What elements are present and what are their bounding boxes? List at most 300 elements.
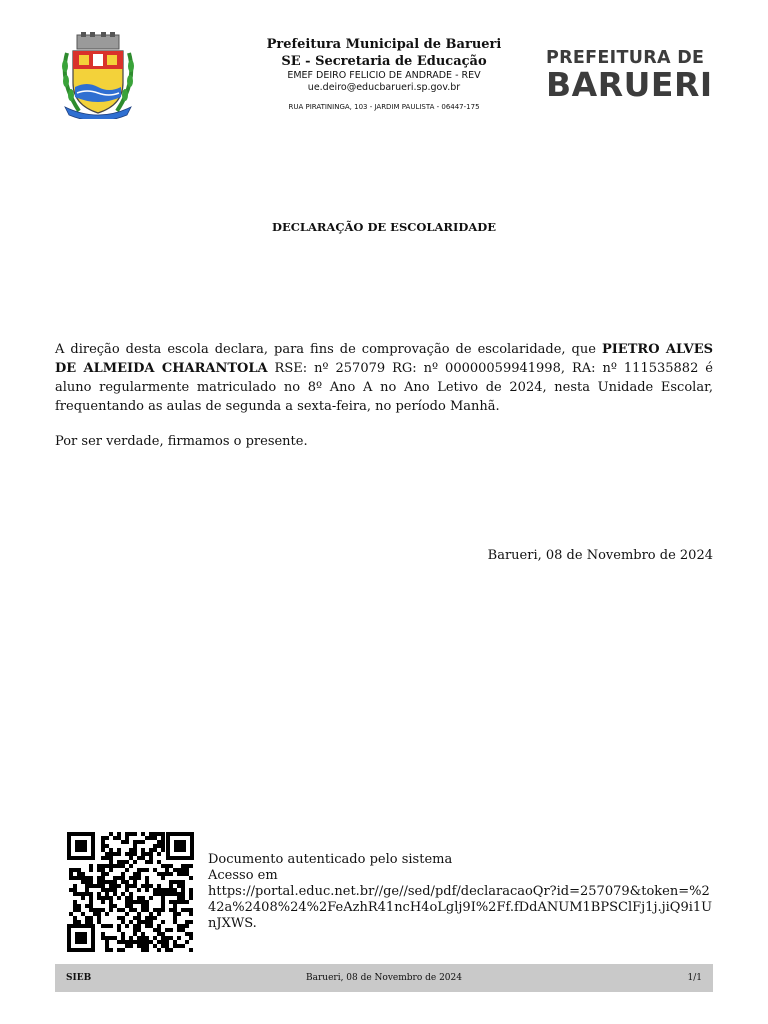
qr-module [89, 896, 93, 900]
header-email: ue.deiro@educbarueri.sp.gov.br [307, 82, 461, 93]
qr-module [73, 868, 77, 872]
qr-module [189, 888, 193, 892]
qr-module [105, 912, 109, 916]
qr-module [141, 940, 145, 944]
qr-module [117, 836, 121, 840]
qr-module [101, 936, 105, 940]
qr-module [173, 900, 177, 904]
qr-module [189, 876, 193, 880]
qr-module [169, 908, 173, 912]
qr-module [97, 920, 101, 924]
qr-module [101, 884, 105, 888]
qr-module [169, 936, 173, 940]
logo-line-2: BARUERI [546, 65, 713, 104]
qr-module [173, 912, 177, 916]
qr-module [165, 948, 169, 952]
qr-module [137, 876, 141, 880]
qr-module [113, 904, 117, 908]
qr-module [117, 916, 121, 920]
qr-module [109, 868, 113, 872]
qr-module [165, 872, 169, 876]
qr-module [153, 844, 157, 848]
qr-module [121, 932, 125, 936]
header-subtitle: SE - Secretaria de Educação [281, 54, 487, 69]
qr-module [137, 944, 141, 948]
qr-module [177, 936, 181, 940]
qr-module [77, 872, 81, 876]
qr-module [73, 904, 77, 908]
qr-module [161, 836, 165, 840]
declaration-details: RSE: nº 257079 RG: nº 00000059941998, RA: nº 111535882 é aluno regularmente matriculado no 8º Ano A no Ano Letivo de 2024, nesta Unidade Escolar, frequentando as aulas de segunda a sexta-feira, no período Manhã. [55, 361, 713, 414]
qr-module [157, 924, 161, 928]
qr-module [77, 904, 81, 908]
qr-module [173, 904, 177, 908]
qr-module [109, 900, 113, 904]
qr-module [77, 876, 81, 880]
qr-module [141, 896, 145, 900]
qr-module [101, 836, 105, 840]
closing-text: Por ser verdade, firmamos o presente. [55, 434, 308, 449]
qr-module [133, 852, 137, 856]
qr-module [185, 872, 189, 876]
qr-module [105, 888, 109, 892]
qr-module [173, 868, 177, 872]
qr-module [97, 868, 101, 872]
qr-module [117, 884, 121, 888]
qr-module [153, 836, 157, 840]
qr-module [113, 852, 117, 856]
qr-module [129, 848, 133, 852]
qr-module [105, 892, 109, 896]
qr-module [133, 880, 137, 884]
qr-module [137, 896, 141, 900]
qr-module [161, 896, 165, 900]
qr-module [97, 908, 101, 912]
qr-module [181, 880, 185, 884]
qr-module [81, 880, 85, 884]
qr-module [185, 900, 189, 904]
qr-module [161, 932, 165, 936]
qr-module [137, 856, 141, 860]
qr-module [89, 904, 93, 908]
qr-module [121, 892, 125, 896]
qr-module [157, 832, 161, 836]
qr-module [129, 900, 133, 904]
qr-module [89, 864, 93, 868]
footer-page: 1/1 [687, 973, 702, 983]
qr-module [145, 936, 149, 940]
qr-module [189, 932, 193, 936]
qr-module [101, 896, 105, 900]
qr-module [173, 916, 177, 920]
qr-module [105, 856, 109, 860]
qr-module [117, 848, 121, 852]
qr-module [137, 916, 141, 920]
qr-module [89, 880, 93, 884]
qr-module [97, 896, 101, 900]
qr-module [137, 936, 141, 940]
qr-module [93, 912, 97, 916]
qr-module [69, 868, 73, 872]
qr-module [161, 848, 165, 852]
qr-module [133, 848, 137, 852]
qr-module [101, 844, 105, 848]
qr-module [157, 844, 161, 848]
qr-module [125, 884, 129, 888]
qr-code-icon [67, 832, 194, 952]
qr-module [121, 948, 125, 952]
qr-module [189, 896, 193, 900]
qr-module [181, 896, 185, 900]
qr-module [133, 876, 137, 880]
qr-module [145, 852, 149, 856]
qr-module [125, 880, 129, 884]
qr-module [165, 868, 169, 872]
qr-module [73, 900, 77, 904]
footer-date: Barueri, 08 de Novembro de 2024 [305, 973, 462, 983]
qr-module [177, 884, 181, 888]
auth-url[interactable]: https://portal.educ.net.br//ge//sed/pdf/declaracaoQr?id=257079&token=%242a%2408%24%2FeAzhR41ncH4oLglj9I%2Ff.fDdANUM1BPSClFj1j.jiQ9i1UnJXWS. [208, 884, 713, 931]
qr-module [173, 940, 177, 944]
qr-module [133, 932, 137, 936]
qr-module [125, 868, 129, 872]
qr-module [181, 944, 185, 948]
qr-module [133, 844, 137, 848]
qr-module [165, 936, 169, 940]
qr-module [185, 932, 189, 936]
qr-module [161, 900, 165, 904]
qr-module [101, 900, 105, 904]
qr-module [133, 916, 137, 920]
qr-module [169, 892, 173, 896]
qr-module [137, 940, 141, 944]
qr-module [125, 900, 129, 904]
qr-module [101, 876, 105, 880]
qr-module [181, 924, 185, 928]
student-name: PIETRO ALVES DE ALMEIDA CHARANTOLA [55, 342, 713, 376]
qr-module [145, 916, 149, 920]
qr-module [185, 924, 189, 928]
qr-module [125, 852, 129, 856]
qr-module [117, 948, 121, 952]
qr-module [89, 868, 93, 872]
qr-module [157, 912, 161, 916]
qr-module [149, 920, 153, 924]
qr-module [89, 908, 93, 912]
qr-module [137, 868, 141, 872]
qr-module [145, 876, 149, 880]
qr-module [141, 832, 145, 836]
qr-module [185, 908, 189, 912]
qr-module [105, 864, 109, 868]
qr-module [133, 900, 137, 904]
qr-module [185, 864, 189, 868]
qr-module [141, 920, 145, 924]
qr-module [133, 928, 137, 932]
qr-module [161, 908, 165, 912]
qr-module [169, 884, 173, 888]
qr-module [145, 908, 149, 912]
qr-module [85, 884, 89, 888]
qr-module [97, 916, 101, 920]
qr-module [141, 908, 145, 912]
qr-module [117, 876, 121, 880]
qr-module [149, 940, 153, 944]
qr-module [85, 880, 89, 884]
qr-module [157, 948, 161, 952]
qr-module [105, 948, 109, 952]
qr-module [121, 840, 125, 844]
qr-module [101, 840, 105, 844]
qr-module [189, 908, 193, 912]
qr-module [189, 912, 193, 916]
qr-module [125, 924, 129, 928]
qr-module [129, 892, 133, 896]
qr-module [181, 892, 185, 896]
qr-module [149, 916, 153, 920]
qr-module [121, 936, 125, 940]
qr-module [137, 900, 141, 904]
qr-module [141, 944, 145, 948]
qr-module [141, 848, 145, 852]
qr-module [157, 908, 161, 912]
qr-module [73, 884, 77, 888]
qr-module [105, 836, 109, 840]
qr-module [117, 864, 121, 868]
qr-module [125, 888, 129, 892]
qr-module [145, 868, 149, 872]
qr-module [145, 884, 149, 888]
qr-module [169, 948, 173, 952]
qr-module [165, 892, 169, 896]
qr-module [161, 872, 165, 876]
qr-module [105, 940, 109, 944]
qr-module [121, 880, 125, 884]
qr-module [189, 892, 193, 896]
qr-module [109, 884, 113, 888]
qr-module [173, 892, 177, 896]
qr-module [149, 852, 153, 856]
qr-module [73, 892, 77, 896]
qr-module [141, 948, 145, 952]
qr-module [129, 944, 133, 948]
qr-module [165, 888, 169, 892]
qr-module [161, 936, 165, 940]
qr-module [117, 832, 121, 836]
qr-module [113, 888, 117, 892]
qr-module [181, 928, 185, 932]
qr-module [121, 872, 125, 876]
qr-module [129, 876, 133, 880]
qr-module [101, 856, 105, 860]
qr-module [169, 928, 173, 932]
qr-module [153, 916, 157, 920]
qr-module [137, 924, 141, 928]
qr-module [69, 888, 73, 892]
qr-module [145, 924, 149, 928]
qr-module [141, 932, 145, 936]
qr-module [113, 884, 117, 888]
qr-module [113, 836, 117, 840]
qr-module [117, 896, 121, 900]
qr-module [141, 936, 145, 940]
place-date: Barueri, 08 de Novembro de 2024 [487, 548, 713, 563]
qr-module [137, 872, 141, 876]
municipal-coat-of-arms-icon [57, 31, 139, 119]
qr-module [101, 872, 105, 876]
qr-module [169, 888, 173, 892]
qr-module [173, 908, 177, 912]
qr-module [81, 892, 85, 896]
qr-module [81, 872, 85, 876]
qr-module [117, 860, 121, 864]
qr-module [153, 928, 157, 932]
qr-module [169, 872, 173, 876]
qr-module [161, 840, 165, 844]
footer-bar [55, 964, 713, 992]
qr-module [141, 904, 145, 908]
qr-module [117, 928, 121, 932]
qr-module [121, 920, 125, 924]
qr-module [117, 852, 121, 856]
qr-module [153, 936, 157, 940]
qr-module [109, 880, 113, 884]
qr-module [173, 920, 177, 924]
qr-module [149, 836, 153, 840]
qr-module [113, 876, 117, 880]
qr-module [181, 868, 185, 872]
qr-module [105, 896, 109, 900]
qr-module [97, 884, 101, 888]
qr-module [77, 920, 81, 924]
qr-module [153, 868, 157, 872]
prefeitura-logo [546, 48, 714, 102]
qr-module [141, 856, 145, 860]
qr-module [89, 876, 93, 880]
qr-module [181, 900, 185, 904]
qr-module [73, 916, 77, 920]
qr-module [157, 940, 161, 944]
qr-module [73, 876, 77, 880]
qr-module [121, 916, 125, 920]
qr-module [145, 900, 149, 904]
qr-module [157, 928, 161, 932]
declaration-intro: A direção desta escola declara, para fins de comprovação de escolaridade, que [55, 342, 602, 357]
qr-module [109, 856, 113, 860]
qr-module [85, 916, 89, 920]
qr-module [113, 892, 117, 896]
qr-module [177, 928, 181, 932]
qr-module [109, 896, 113, 900]
qr-module [181, 884, 185, 888]
qr-module [97, 912, 101, 916]
qr-module [89, 900, 93, 904]
qr-module [125, 840, 129, 844]
document-title: DECLARAÇÃO DE ESCOLARIDADE [271, 220, 497, 234]
qr-module [105, 924, 109, 928]
qr-module [189, 864, 193, 868]
qr-module [105, 880, 109, 884]
qr-module [137, 840, 141, 844]
qr-module [133, 840, 137, 844]
qr-module [93, 884, 97, 888]
qr-module [137, 912, 141, 916]
qr-module [185, 940, 189, 944]
qr-module [129, 884, 133, 888]
qr-module [81, 896, 85, 900]
qr-module [129, 852, 133, 856]
qr-module [149, 832, 153, 836]
qr-module [81, 912, 85, 916]
qr-module [109, 860, 113, 864]
qr-module [145, 904, 149, 908]
qr-module [177, 912, 181, 916]
qr-module [181, 872, 185, 876]
qr-module [145, 888, 149, 892]
qr-module [153, 832, 157, 836]
qr-module [137, 888, 141, 892]
auth-line-2: Acesso em [208, 868, 278, 883]
qr-module [161, 892, 165, 896]
qr-module [125, 832, 129, 836]
qr-module [161, 844, 165, 848]
qr-module [85, 888, 89, 892]
qr-module [149, 896, 153, 900]
qr-module [149, 860, 153, 864]
qr-module [113, 936, 117, 940]
qr-module [177, 868, 181, 872]
qr-module [101, 880, 105, 884]
declaration-paragraph [55, 340, 713, 416]
qr-module [161, 864, 165, 868]
qr-module [129, 896, 133, 900]
qr-module [89, 916, 93, 920]
qr-module [137, 920, 141, 924]
qr-module [125, 904, 129, 908]
qr-module [145, 880, 149, 884]
qr-module [157, 932, 161, 936]
qr-module [93, 908, 97, 912]
qr-module [153, 888, 157, 892]
qr-module [141, 884, 145, 888]
qr-module [157, 892, 161, 896]
qr-module [85, 904, 89, 908]
qr-module [173, 880, 177, 884]
qr-module [129, 832, 133, 836]
qr-module [133, 908, 137, 912]
qr-module [121, 940, 125, 944]
qr-module [161, 888, 165, 892]
document-body [55, 340, 713, 467]
header-address: RUA PIRATININGA, 103 - JARDIM PAULISTA - 06447-175 [288, 103, 480, 111]
qr-module [177, 900, 181, 904]
qr-module [153, 848, 157, 852]
qr-module [89, 884, 93, 888]
qr-module [185, 868, 189, 872]
qr-module [189, 920, 193, 924]
qr-module [157, 840, 161, 844]
qr-module [125, 912, 129, 916]
qr-module [125, 836, 129, 840]
qr-module [121, 860, 125, 864]
qr-module [109, 888, 113, 892]
qr-module [109, 864, 113, 868]
qr-module [157, 852, 161, 856]
qr-module [77, 892, 81, 896]
qr-module [169, 900, 173, 904]
qr-module [129, 856, 133, 860]
qr-module [189, 936, 193, 940]
